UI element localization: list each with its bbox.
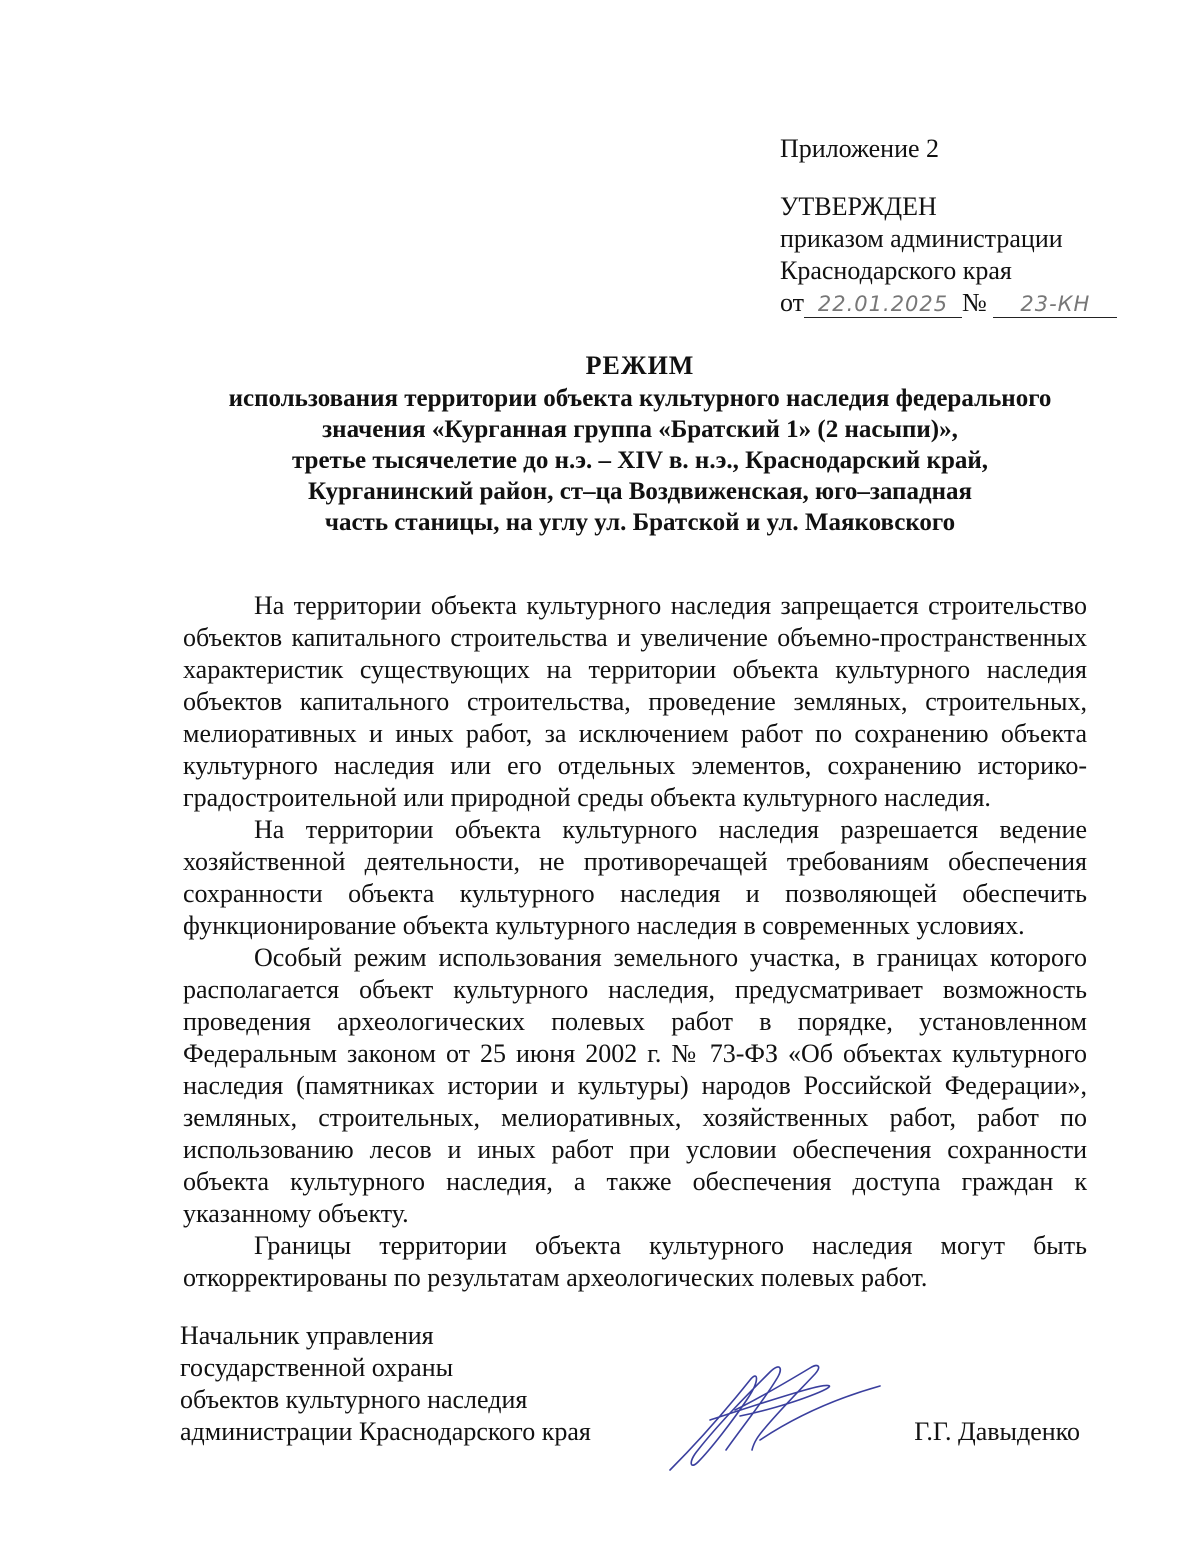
- heading-line: третье тысячелетие до н.э. – XIV в. н.э., Краснодарский край,: [291, 447, 989, 474]
- heading-line: часть станицы, на углу ул. Братской и ул. Маяковского: [324, 509, 956, 536]
- approval-stamp: [780, 133, 1117, 319]
- paragraph-permitted-activity: На территории объекта культурного наследия разрешается ведение хозяйственной деятельности, не противоречащей требованиям обеспечения сохранности объекта культурного наследия и позволяющей обеспечить функционирование объекта культурного наследия в современных условиях.: [183, 815, 1087, 940]
- position-line: государственной охраны: [180, 1353, 454, 1382]
- paragraph-prohibitions: На территории объекта культурного наследия запрещается строительство объектов капитального строительства и увеличение объемно-пространственных характеристик существующих на территории объекта культурного наследия объектов капитального строительства, проведение земляных, строительных, мелиоративных и иных работ, за исключением работ по сохранению объекта культурного наследия или его отдельных элементов, сохранению историко-градостроительной или природной среды объекта культурного наследия.: [183, 591, 1087, 812]
- order-date-number-line: [780, 287, 1117, 319]
- position-line: Начальник управления: [180, 1321, 434, 1350]
- number-label: №: [962, 288, 987, 317]
- document-body: [183, 590, 1087, 1294]
- region-label: Краснодарского края: [780, 256, 1012, 285]
- from-label: от: [780, 288, 805, 317]
- heading-line: значения «Курганная группа «Братский 1» (2 насыпи)»,: [322, 416, 958, 443]
- order-date-handwritten: 22.01.2025: [804, 291, 962, 318]
- heading-line: Курганинский район, ст–ца Воздвиженская, юго–западная: [307, 478, 973, 505]
- approved-label: УТВЕРЖДЕН: [780, 192, 937, 221]
- heading-line: использования территории объекта культурного наследия федерального: [228, 385, 1052, 412]
- document-title: РЕЖИМ: [585, 351, 695, 380]
- paragraph-boundaries: Границы территории объекта культурного наследия могут быть откорректированы по результатам археологических полевых работ.: [183, 1231, 1087, 1292]
- order-number-handwritten: 23-КН: [993, 291, 1117, 318]
- by-order-label: приказом администрации: [780, 224, 1063, 253]
- position-line: объектов культурного наследия: [180, 1385, 528, 1414]
- signer-name: Г.Г. Давыденко: [914, 1417, 1080, 1446]
- document-heading: [150, 350, 1130, 538]
- position-line: администрации Краснодарского края: [180, 1417, 591, 1446]
- handwritten-signature: [640, 1350, 900, 1480]
- annex-label: Приложение 2: [780, 134, 940, 163]
- signatory-position: [180, 1320, 591, 1448]
- paragraph-special-regime: Особый режим использования земельного участка, в границах которого располагается объект культурного наследия, предусматривает возможность проведения археологических полевых работ в порядке, установленном Федеральным законом от 25 июня 2002 г. № 73-ФЗ «Об объектах культурного наследия (памятниках истории и культуры) народов Российской Федерации», земляных, строительных, мелиоративных, хозяйственных работ, работ по использованию лесов и иных работ при условии обеспечения сохранности объекта культурного наследия, а также обеспечения доступа граждан к указанному объекту.: [183, 943, 1087, 1228]
